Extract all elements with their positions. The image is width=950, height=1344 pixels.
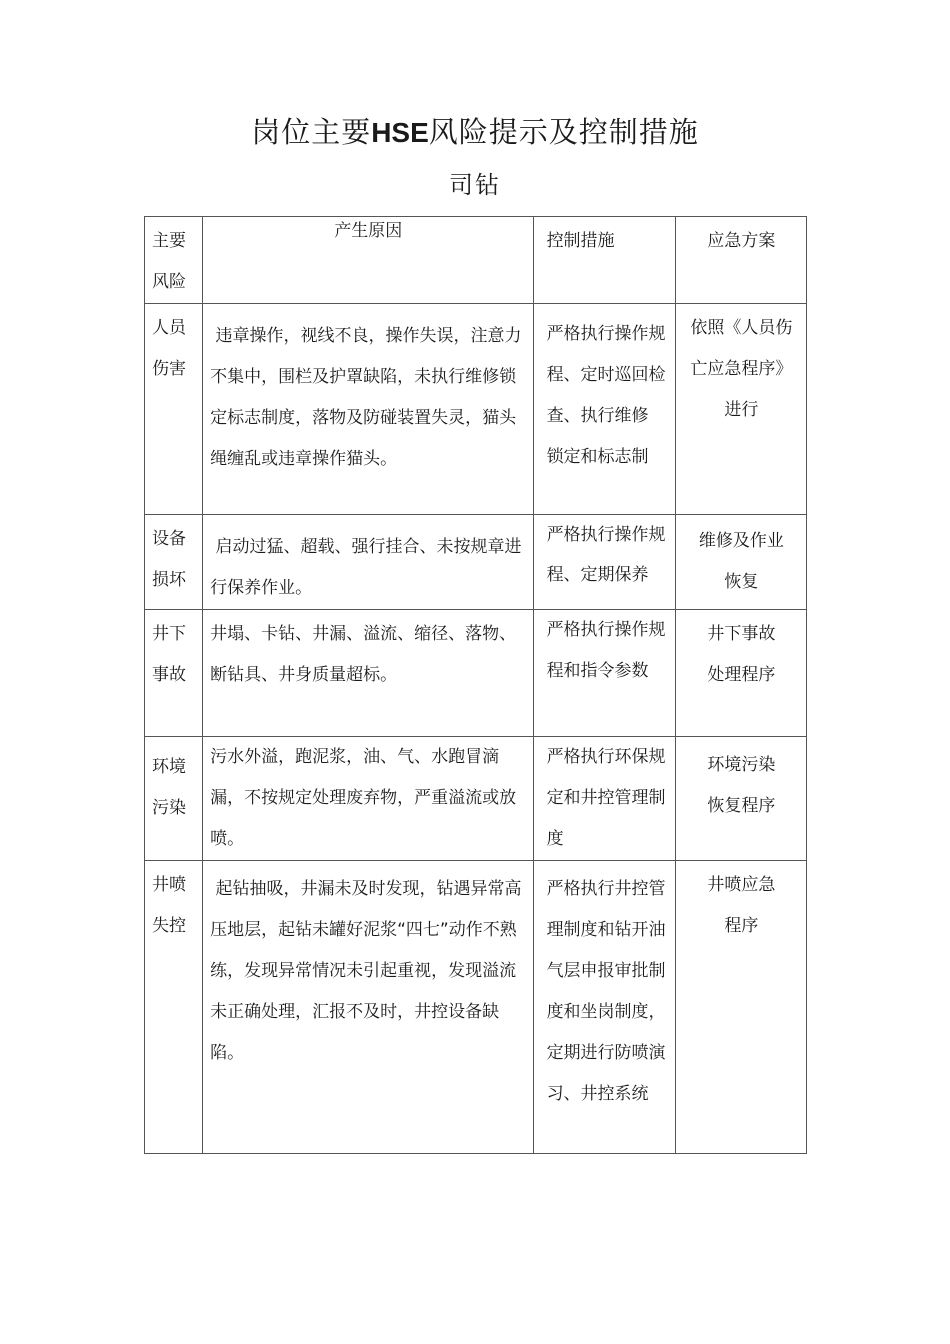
header-measures: 控制措施 <box>546 231 615 251</box>
page-subtitle: 司钻 <box>449 171 501 199</box>
page-title <box>0 112 950 153</box>
header-risk-cell <box>145 217 203 304</box>
row-reason: 污水外溢，跑泥浆，油、气、水跑冒滴漏，不按规定处理废弃物，严重溢流或放喷。 <box>210 747 517 849</box>
title-prefix: 岗位主要 <box>251 115 372 149</box>
row-measures: 严格执行环保规定和井控管理制度 <box>546 747 666 849</box>
table-row <box>145 861 807 1154</box>
title-hse: HSE <box>371 117 429 148</box>
table-row <box>145 737 807 861</box>
header-emergency-cell <box>675 217 806 304</box>
table-row <box>145 304 807 515</box>
risk-table <box>144 216 807 1154</box>
row-measures: 严格执行操作规程、定期保养 <box>546 525 666 585</box>
row-measures: 严格执行操作规程和指令参数 <box>546 620 666 681</box>
row-risk: 人员 伤害 <box>152 318 186 379</box>
header-reason: 产生原因 <box>334 221 403 241</box>
header-row <box>145 217 807 304</box>
row-reason: 起钻抽吸，井漏未及时发现，钻遇异常高压地层，起钻未罐好泥浆“四七”动作不熟练，发现异常情况未引起重视，发现溢流未正确处理，汇报不及时，井控设备缺陷。 <box>210 879 522 1063</box>
row-reason: 违章操作，视线不良，操作失误，注意力不集中，围栏及护罩缺陷，未执行维修锁定标志制度，落物及防碰装置失灵，猫头绳缠乱或违章操作猫头。 <box>210 326 522 469</box>
table-row <box>145 610 807 737</box>
row-risk: 井喷 失控 <box>152 875 186 936</box>
title-suffix: 风险提示及控制措施 <box>428 115 699 149</box>
header-measures-cell <box>533 217 675 304</box>
table-row <box>145 515 807 610</box>
row-emergency: 井喷应急 程序 <box>707 875 776 936</box>
row-measures: 严格执行井控管理制度和钻开油气层申报审批制度和坐岗制度，定期进行防喷演习、井控系统 <box>546 879 666 1104</box>
row-emergency: 依照《人员伤亡应急程序》进行 <box>690 318 793 420</box>
row-risk: 井下 事故 <box>152 624 186 685</box>
row-emergency: 井下事故 处理程序 <box>707 624 776 685</box>
header-reason-cell <box>203 217 533 304</box>
header-emergency: 应急方案 <box>707 231 776 251</box>
row-reason: 启动过猛、超载、强行挂合、未按规章进行保养作业。 <box>210 537 522 598</box>
row-risk: 设备 损坏 <box>152 529 186 590</box>
row-measures: 严格执行操作规程、定时巡回检查、执行维修 锁定和标志制 <box>546 324 666 467</box>
row-emergency: 维修及作业 恢复 <box>698 531 784 592</box>
row-risk: 环境 污染 <box>152 757 186 818</box>
row-reason: 井塌、卡钻、井漏、溢流、缩径、落物、断钻具、井身质量超标。 <box>210 624 517 685</box>
row-emergency: 环境污染 恢复程序 <box>707 755 776 816</box>
header-risk: 主要 风险 <box>152 231 186 292</box>
